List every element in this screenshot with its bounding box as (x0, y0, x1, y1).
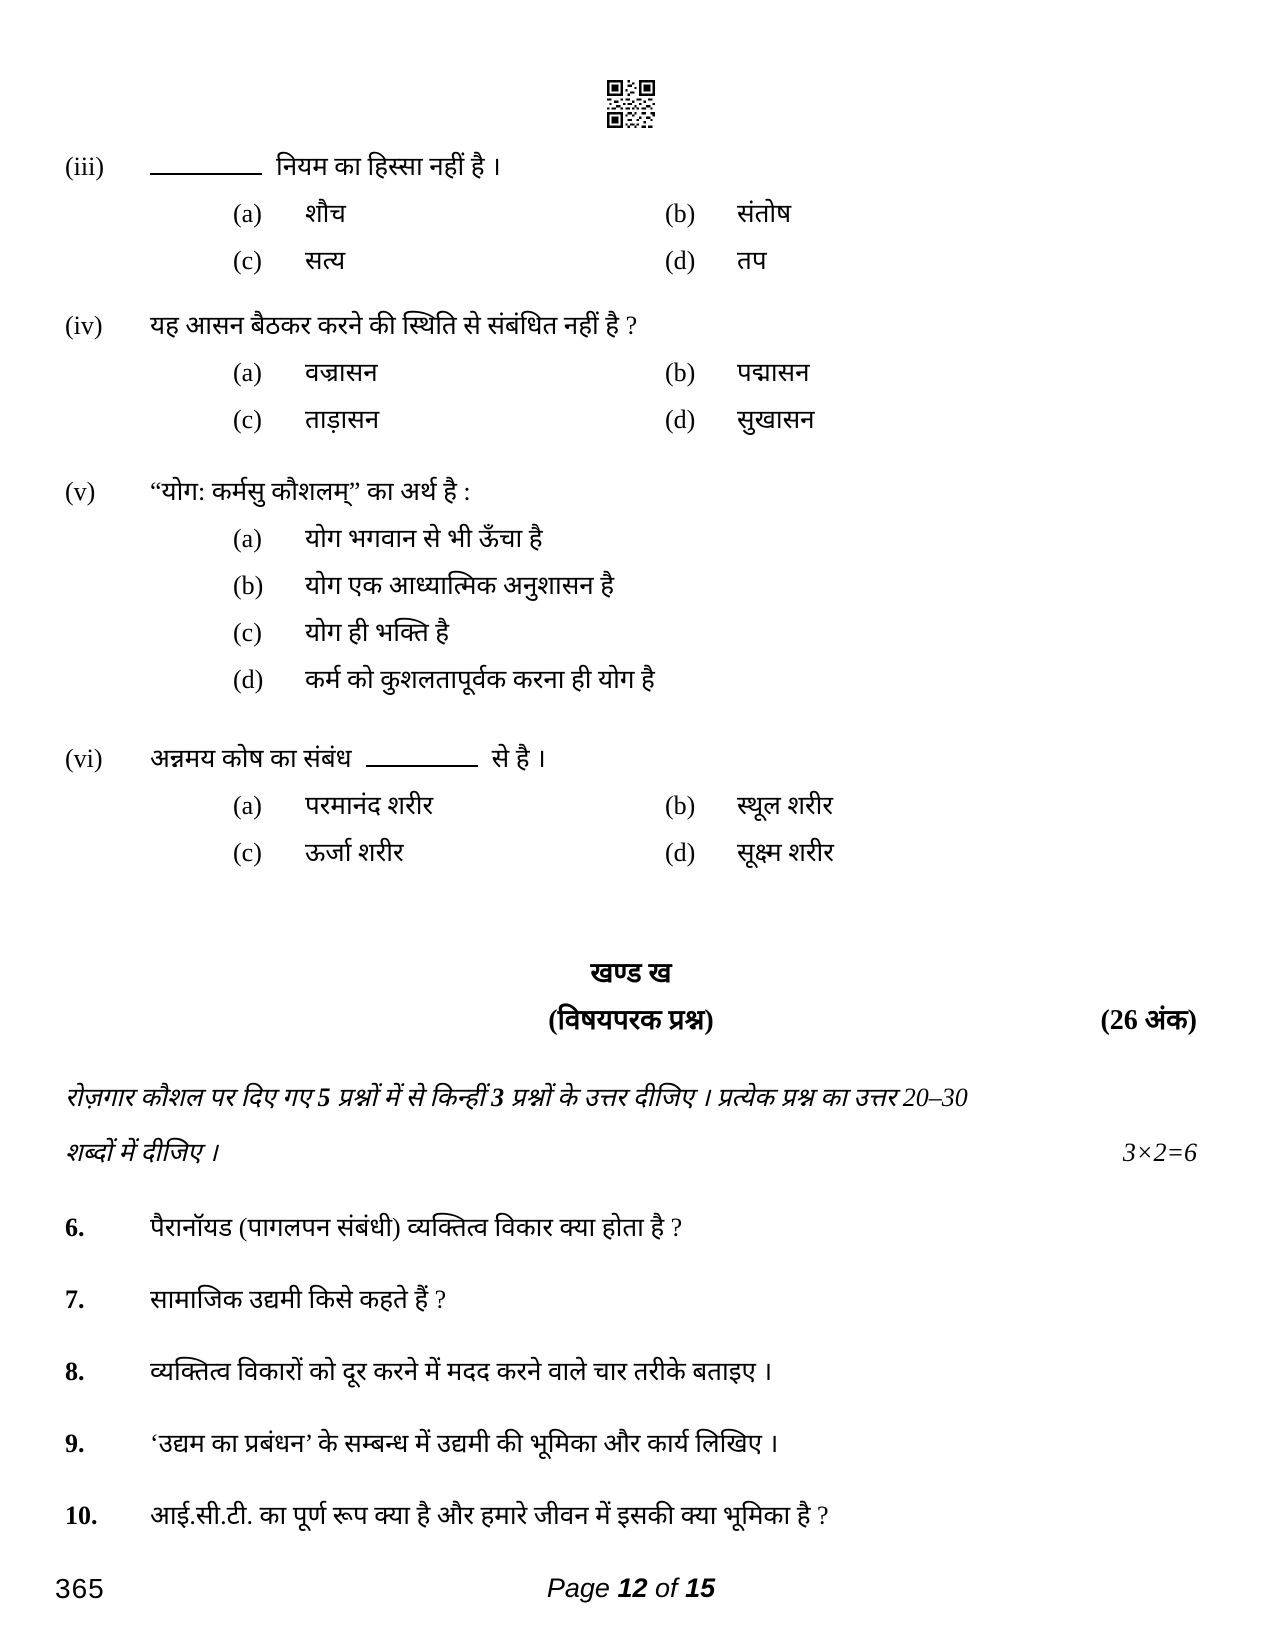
option-c (233, 836, 665, 870)
question-line (65, 742, 1197, 776)
option-d (233, 663, 655, 697)
option-text: वज्रासन (305, 358, 378, 387)
marks-formula: 3×2=6 (1122, 1138, 1197, 1167)
options-row (65, 522, 1197, 556)
options-row (65, 789, 1197, 823)
question-text: व्यक्तित्व विकारों को दूर करने में मदद करने वाले चार तरीके बताइए । (150, 1357, 773, 1386)
option-a (233, 789, 665, 823)
question-number: 10. (65, 1501, 98, 1530)
question-number: (iii) (65, 152, 104, 181)
mcq-question-iii (65, 150, 1197, 278)
option-d (665, 836, 834, 870)
mcq-question-vi (65, 742, 1197, 870)
question-line (65, 309, 1197, 343)
option-label: (a) (233, 199, 262, 228)
mcq-question-v (65, 475, 1197, 697)
blank-line (366, 745, 478, 767)
options-row (65, 569, 1197, 603)
instruction-text: रोज़गार कौशल पर दिए गए (65, 1083, 312, 1112)
question-number: (iv) (65, 311, 103, 340)
question-number: (v) (65, 477, 96, 506)
option-label: (d) (665, 246, 696, 275)
instruction-text: प्रश्नों के उत्तर दीजिए । प्रत्येक प्रश्न का उत्तर 20–30 (510, 1083, 968, 1112)
option-label: (a) (233, 524, 262, 553)
option-a (233, 522, 543, 556)
question-text-pre: अन्नमय कोष का संबंध (150, 744, 352, 773)
option-b (665, 356, 810, 390)
options-row (65, 356, 1197, 390)
option-label: (c) (233, 838, 262, 867)
option-c (233, 403, 665, 437)
option-text: योग ही भक्ति है (305, 618, 450, 647)
option-text: योग एक आध्यात्मिक अनुशासन है (305, 571, 615, 600)
option-label: (b) (665, 358, 696, 387)
instruction-text: प्रश्नों में से किन्हीं (337, 1083, 485, 1112)
option-a (233, 356, 665, 390)
question-text (150, 742, 1197, 776)
question-line (65, 150, 1197, 184)
page-of-label: of (655, 1573, 678, 1603)
options-row (65, 836, 1197, 870)
instruction-count-questions: 5 (317, 1083, 331, 1112)
option-b (665, 789, 833, 823)
option-text: पद्मासन (737, 358, 810, 387)
option-label: (d) (233, 665, 264, 694)
question-row (65, 1283, 1197, 1317)
instruction-line-1 (65, 1080, 1197, 1116)
option-label: (b) (665, 791, 696, 820)
question-text: आई.सी.टी. का पूर्ण रूप क्या है और हमारे जीवन में इसकी क्या भूमिका है ? (150, 1501, 829, 1530)
option-label: (c) (233, 405, 262, 434)
short-questions (65, 1211, 1197, 1533)
option-a (233, 197, 665, 231)
qr-code-icon (607, 80, 655, 128)
mcq-question-iv (65, 309, 1197, 437)
option-d (665, 244, 767, 278)
option-text: स्थूल शरीर (737, 791, 834, 820)
option-text: तप (737, 246, 767, 275)
options-row (65, 244, 1197, 278)
options-row (65, 663, 1197, 697)
question-text: पैरानॉयड (पागलपन संबंधी) व्यक्तित्व विकार क्या होता है ? (150, 1213, 683, 1242)
instruction-count-attempt: 3 (491, 1083, 505, 1112)
option-text: कर्म को कुशलतापूर्वक करना ही योग है (305, 665, 655, 694)
option-c (233, 616, 449, 650)
question-number: (vi) (65, 744, 103, 773)
option-text: सत्य (305, 246, 346, 275)
instruction-line-2: शब्दों में दीजिए । (65, 1138, 218, 1167)
option-label: (c) (233, 618, 262, 647)
question-line (65, 475, 1197, 509)
option-label: (a) (233, 358, 262, 387)
question-number: 7. (65, 1285, 85, 1314)
option-text: शौच (305, 199, 346, 228)
option-text: ऊर्जा शरीर (305, 838, 404, 867)
question-row (65, 1355, 1197, 1389)
option-text: योग भगवान से भी ऊँचा है (305, 524, 543, 553)
option-label: (a) (233, 791, 262, 820)
option-label: (d) (665, 838, 696, 867)
section-marks: (26 अंक) (1100, 1005, 1197, 1036)
option-d (665, 403, 815, 437)
option-text: सूक्ष्म शरीर (737, 838, 834, 867)
section-subtitle-row (65, 1002, 1197, 1040)
question-number: 9. (65, 1429, 85, 1458)
options-row (65, 197, 1197, 231)
option-b (665, 197, 791, 231)
question-text: सामाजिक उद्यमी किसे कहते हैं ? (150, 1285, 447, 1314)
option-text: ताड़ासन (305, 405, 380, 434)
page-current: 12 (617, 1573, 648, 1603)
question-number: 6. (65, 1213, 85, 1242)
question-text: “योग: कर्मसु कौशलम्” का अर्थ है : (150, 477, 471, 506)
page-footer (55, 1571, 1197, 1611)
option-text: सुखासन (737, 405, 815, 434)
instruction-line-2-row (65, 1135, 1197, 1171)
option-text: संतोष (737, 199, 792, 228)
paper-code: 365 (55, 1573, 105, 1604)
blank-line (150, 153, 262, 175)
question-text (150, 150, 1197, 184)
option-c (233, 244, 665, 278)
option-label: (c) (233, 246, 262, 275)
section-title: खण्ड ख (590, 958, 672, 989)
question-text: यह आसन बैठकर करने की स्थिति से संबंधित नहीं है ? (150, 311, 638, 340)
option-b (233, 569, 614, 603)
qr-code-container (65, 0, 1197, 128)
page-total: 15 (685, 1573, 716, 1603)
question-row (65, 1499, 1197, 1533)
page-indicator (547, 1573, 715, 1604)
options-row (65, 616, 1197, 650)
option-label: (d) (665, 405, 696, 434)
question-text-post: नियम का हिस्सा नहीं है । (276, 152, 501, 181)
section-subtitle: (विषयपरक प्रश्न) (548, 1005, 714, 1036)
options-row (65, 403, 1197, 437)
option-text: परमानंद शरीर (305, 791, 434, 820)
question-row (65, 1427, 1197, 1461)
question-text-post: से है । (491, 744, 546, 773)
question-row (65, 1211, 1197, 1245)
option-label: (b) (665, 199, 696, 228)
page-label: Page (546, 1573, 610, 1603)
question-number: 8. (65, 1357, 85, 1386)
question-text: ‘उद्यम का प्रबंधन’ के सम्बन्ध में उद्यमी की भूमिका और कार्य लिखिए । (150, 1429, 779, 1458)
option-label: (b) (233, 571, 264, 600)
